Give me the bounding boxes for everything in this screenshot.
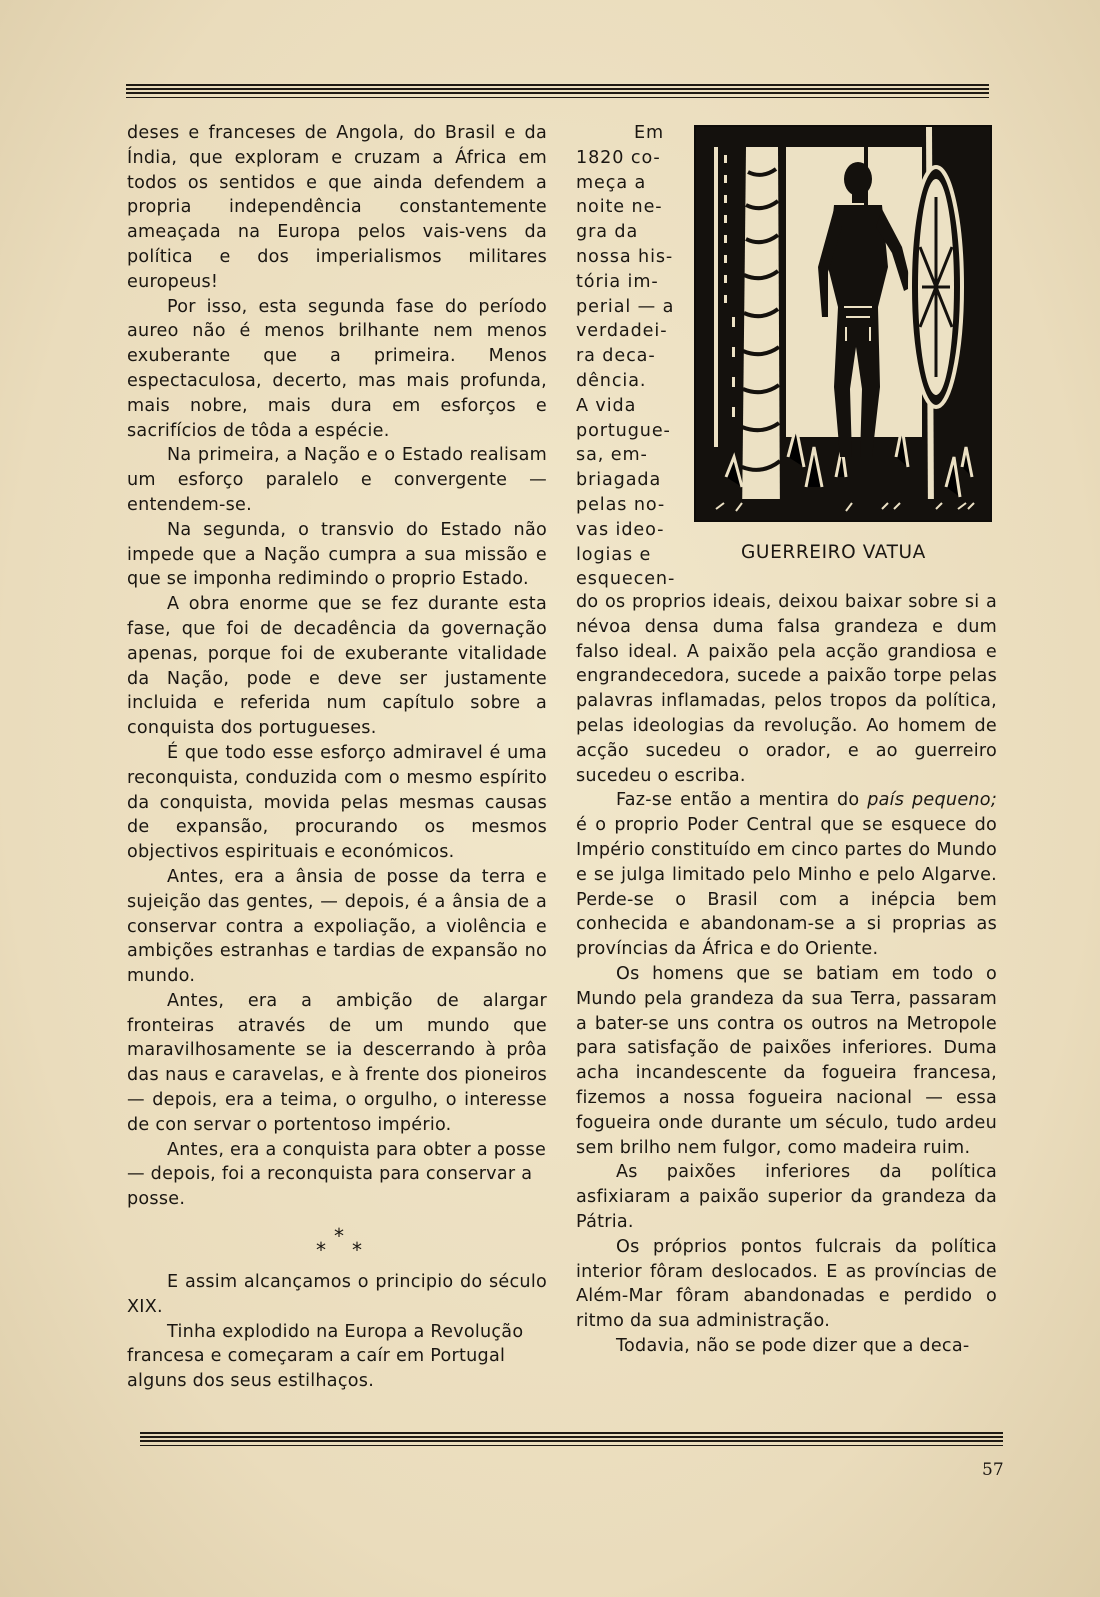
paragraph: do os proprios ideais, deixou baixar sobre si a névoa densa duma falsa grandeza e dum falso ideal. A paixão pela acção grandiosa e engrandecedora, sucede a paixão torpe pelas palavras inflamadas, pelos tropos da política, pelas ideologias da revolução. Ao homem de acção sucedeu o orador, e ao guerreiro sucedeu o escriba. — [576, 592, 997, 786]
narrow-line: A vida — [576, 395, 637, 416]
narrow-line: verdadei- — [576, 321, 668, 342]
paragraph: Todavia, não se pode dizer que a deca- — [616, 1335, 970, 1356]
warrior-woodcut-image — [696, 127, 990, 520]
narrow-line: vas ideo- — [576, 519, 665, 540]
paragraph: Antes, era a ambição de alargar fronteiras através de um mundo que maravilhosamente se ia descerrando à prôa das naus e caravelas, e à frente dos pioneiros — depois, era a teima, o orgulho, o interesse de con servar o portentoso império. — [127, 990, 547, 1135]
narrow-line: sa, em- — [576, 445, 648, 466]
left-column-continued — [127, 1270, 547, 1394]
text-segment: Faz-se então a mentira do — [616, 790, 868, 811]
paragraph: Antes, era a ânsia de posse da terra e sujeição das gentes, — depois, é a ânsia de a conservar contra a expoliação, a violência e ambições estranhas e tardias de expansão no mundo. — [127, 866, 547, 987]
paragraph: Na segunda, o transvio do Estado não impede que a Nação cumpra a sua missão e que se imponha redimindo o proprio Estado. — [127, 519, 547, 590]
narrow-text-column — [576, 121, 676, 592]
paragraph: É que todo esse esforço admiravel é uma reconquista, conduzida com o mesmo espírito da conquista, movida pelas mesmas causas de expansão, procurando os mesmos objectivos espirituais e económicos. — [127, 742, 547, 863]
paragraph: Por isso, esta segunda fase do período aureo não é menos brilhante nem menos exuberante que a primeira. Menos espectaculosa, decerto, mas mais profunda, mais nobre, mais dura em esforços e sacrifícios de tôda a espécie. — [127, 296, 547, 441]
left-column — [127, 121, 547, 1212]
narrow-line: Em — [633, 123, 664, 143]
section-separator-stars: * * * — [316, 1224, 362, 1262]
narrow-line: logias e — [576, 544, 652, 565]
paragraph: Os homens que se batiam em todo o Mundo pela grandeza da sua Terra, passaram a bater-se uns contra os outros na Metropole para satisfação de paixões inferiores. Duma acha incandescente da fogueira francesa, fizemos a nossa fogueira nacional — essa fogueira onde durante um século, tudo ardeu sem brilho nem fulgor, como madeira ruim. — [576, 963, 997, 1158]
narrow-line: perial — a — [576, 296, 675, 317]
paragraph: A obra enorme que se fez durante esta fase, que foi de decadência da governação apenas, porque foi de exuberante vitalidade da Nação, pode e deve ser justamente incluida e referida num capítulo sobre a conquista dos portugueses. — [127, 594, 547, 739]
italic-phrase: país pequeno; — [867, 790, 997, 811]
narrow-line: briagada — [576, 470, 662, 491]
page-number: 57 — [982, 1460, 1004, 1480]
paragraph: deses e franceses de Angola, do Brasil e da Índia, que exploram e cruzam a África em todos os sentidos e que ainda defendem a propria independência constantemente ameaçada na Europa pelos vais-vens da política e dos imperialismos militares europeus! — [127, 123, 547, 292]
image-caption: GUERREIRO VATUA — [741, 542, 926, 563]
narrow-line: 1820 co- — [576, 147, 661, 168]
paragraph: Na primeira, a Nação e o Estado realisam um esforço paralelo e convergente — entendem-se. — [127, 445, 547, 515]
narrow-line: pelas no- — [576, 494, 666, 515]
narrow-line: dência. — [576, 370, 647, 391]
text-segment: é o proprio Poder Central que se esquece do Império constituído em cinco partes do Mundo e se julga limitado pelo Minho e pelo Algarve. Perde-se o Brasil com a inépcia bem conhecida e abandonam-se a si proprias as províncias da África e do Oriente. — [576, 815, 997, 960]
top-decorative-rule — [126, 84, 989, 100]
paragraph: Antes, era a conquista para obter a posse — depois, foi a reconquista para conservar a posse. — [127, 1139, 547, 1210]
bottom-decorative-rule — [140, 1432, 1003, 1448]
narrow-line: ra deca- — [576, 346, 656, 367]
narrow-line: tória im- — [576, 271, 659, 292]
right-column — [576, 590, 997, 1359]
narrow-line: portugue- — [576, 420, 671, 441]
paragraph: Os próprios pontos fulcrais da política interior fôram deslocados. E as províncias de Além-Mar fôram abandonadas e perdido o ritmo da sua administração. — [576, 1236, 997, 1332]
narrow-line: esquecen- — [576, 569, 676, 590]
paragraph: Tinha explodido na Europa a Revolução francesa e começaram a caír em Portugal alguns dos seus estilhaços. — [127, 1321, 524, 1392]
paragraph: As paixões inferiores da política asfixiaram a paixão superior da grandeza da Pátria. — [576, 1162, 997, 1232]
woodcut-illustration — [694, 125, 992, 522]
narrow-line: gra da — [576, 222, 639, 243]
paragraph: E assim alcançamos o principio do século XIX. — [127, 1272, 547, 1317]
paragraph — [576, 788, 997, 962]
narrow-line: nossa his- — [576, 246, 674, 267]
narrow-line: noite ne- — [576, 197, 663, 218]
narrow-line: meça a — [576, 172, 647, 193]
